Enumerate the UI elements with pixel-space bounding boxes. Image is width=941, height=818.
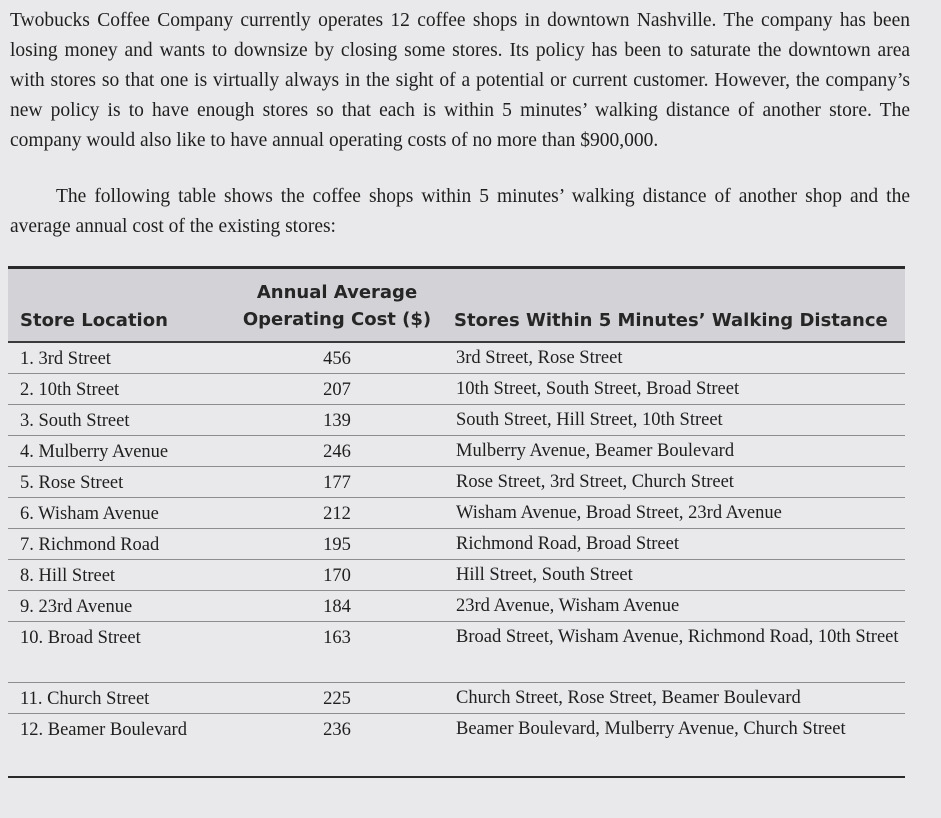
- store-table: [8, 266, 905, 778]
- cell-nearby: Hill Street, South Street: [456, 565, 633, 585]
- cell-cost: 456: [323, 349, 351, 369]
- cell-nearby: Richmond Road, Broad Street: [456, 534, 679, 554]
- cell-location: 9. 23rd Avenue: [20, 597, 133, 617]
- table-row: [8, 683, 905, 714]
- cell-location: 7. Richmond Road: [20, 535, 160, 555]
- cell-nearby: South Street, Hill Street, 10th Street: [456, 410, 723, 430]
- cell-cost: 170: [323, 566, 351, 586]
- table-row: [8, 529, 905, 560]
- cell-location: 2. 10th Street: [20, 380, 120, 400]
- table-body: [8, 343, 905, 774]
- cell-cost: 236: [323, 720, 351, 740]
- problem-paragraph: Twobucks Coffee Company currently operates 12 coffee shops in downtown Nashville. The company has been losing money and wants to downsize by closing some stores. Its policy has been to saturate the downtown area with stores so that one is virtually always in the sight of a potential or current customer. However, the company’s new policy is to have enough stores so that each is within 5 minutes’ walking distance of another store. The company would also like to have annual operating costs of no more than $900,000.: [10, 10, 910, 151]
- cell-cost: 177: [323, 473, 351, 493]
- table-row: [8, 591, 905, 622]
- table-row: [8, 622, 905, 683]
- cell-location: 8. Hill Street: [20, 566, 116, 586]
- table-row: [8, 343, 905, 374]
- table-row: [8, 436, 905, 467]
- table-row: [8, 714, 905, 774]
- cell-nearby: 3rd Street, Rose Street: [456, 348, 623, 368]
- cell-cost: 207: [323, 380, 351, 400]
- cell-cost: 139: [323, 411, 351, 431]
- cell-location: 10. Broad Street: [20, 628, 141, 648]
- cell-nearby: Beamer Boulevard, Mulberry Avenue, Church Street: [456, 719, 846, 739]
- table-row: [8, 374, 905, 405]
- cell-location: 4. Mulberry Avenue: [20, 442, 169, 462]
- cell-nearby: Wisham Avenue, Broad Street, 23rd Avenue: [456, 503, 782, 523]
- header-walking-distance: Stores Within 5 Minutes’ Walking Distance: [454, 310, 888, 331]
- header-store-location: Store Location: [20, 310, 168, 331]
- table-row: [8, 467, 905, 498]
- cell-location: 11. Church Street: [20, 689, 150, 709]
- cell-location: 12. Beamer Boulevard: [20, 720, 187, 740]
- cell-nearby: 10th Street, South Street, Broad Street: [456, 379, 740, 399]
- cell-nearby: Rose Street, 3rd Street, Church Street: [456, 472, 734, 492]
- cell-location: 3. South Street: [20, 411, 130, 431]
- cell-location: 1. 3rd Street: [20, 349, 111, 369]
- header-operating-cost: [233, 279, 441, 333]
- cell-cost: 184: [323, 597, 351, 617]
- cell-cost: 163: [323, 628, 351, 648]
- cell-cost: 225: [323, 689, 351, 709]
- table-row: [8, 498, 905, 529]
- cell-cost: 195: [323, 535, 351, 555]
- cell-location: 5. Rose Street: [20, 473, 124, 493]
- table-row: [8, 405, 905, 436]
- table-intro-paragraph: The following table shows the coffee shops within 5 minutes’ walking distance of another shop and the average annual cost of the existing stores:: [10, 186, 910, 237]
- table-row: [8, 560, 905, 591]
- cell-cost: 212: [323, 504, 351, 524]
- table-header: [8, 269, 905, 343]
- cell-nearby: 23rd Avenue, Wisham Avenue: [456, 596, 680, 616]
- header-cost-line2: Operating Cost ($): [242, 309, 432, 330]
- table-bottom-rule: [8, 776, 905, 778]
- header-cost-line1: Annual Average: [256, 282, 418, 303]
- cell-nearby: Church Street, Rose Street, Beamer Boulevard: [456, 688, 801, 708]
- cell-nearby: Broad Street, Wisham Avenue, Richmond Road, 10th Street: [456, 627, 899, 647]
- cell-cost: 246: [323, 442, 351, 462]
- cell-location: 6. Wisham Avenue: [20, 504, 159, 524]
- cell-nearby: Mulberry Avenue, Beamer Boulevard: [456, 441, 735, 461]
